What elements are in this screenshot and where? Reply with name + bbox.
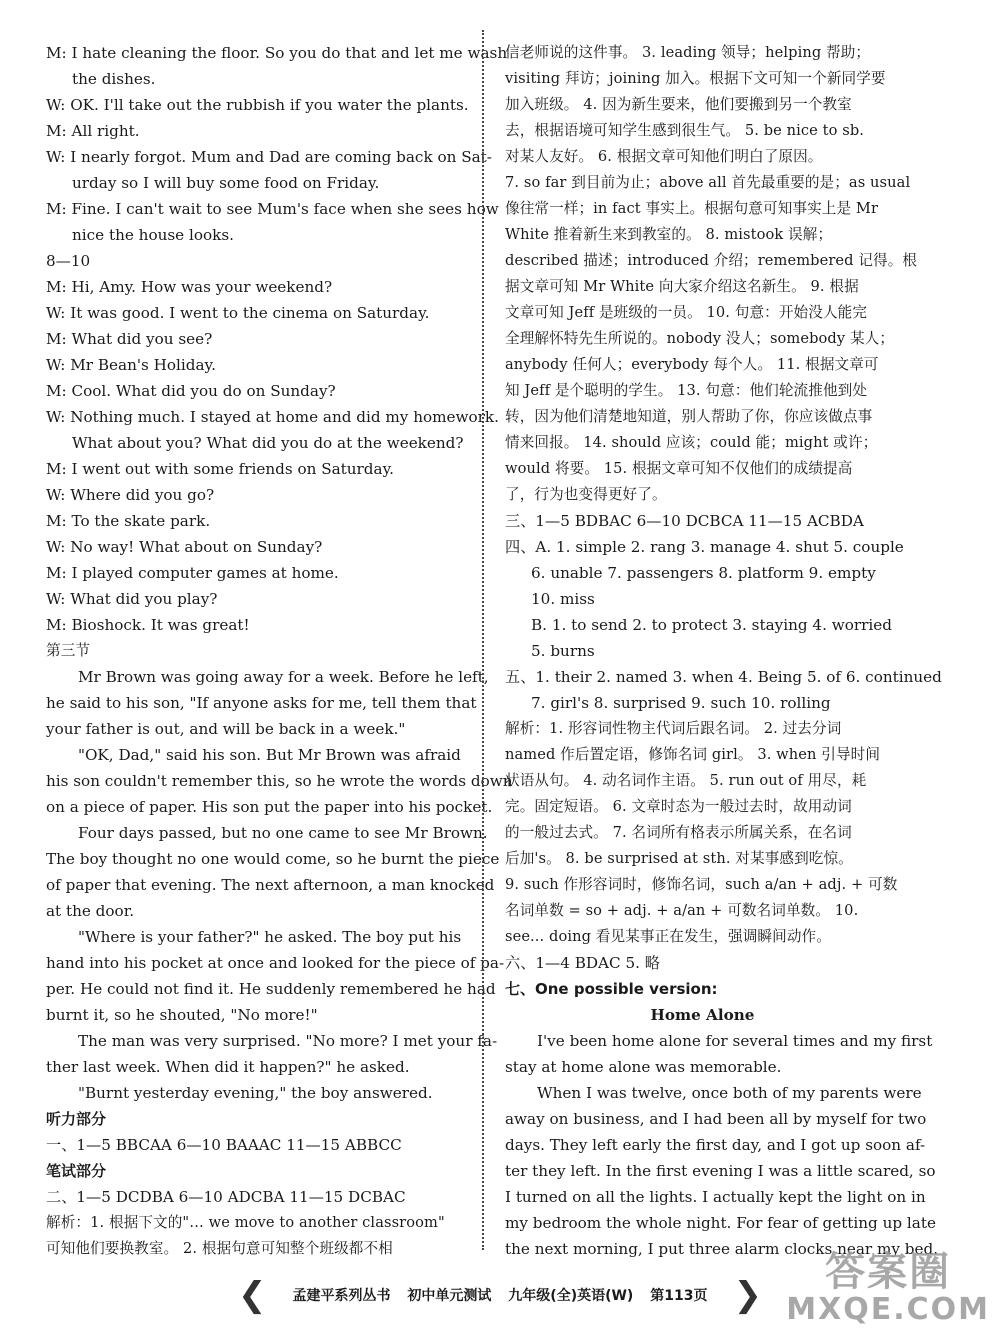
watermark-bottom: MXQE.COM	[786, 1292, 990, 1327]
text-line: burnt it, so he shouted, "No more!"	[46, 1006, 318, 1024]
text-line: the dishes.	[72, 70, 156, 88]
text-line: 5. burns	[531, 642, 595, 660]
text-line: his son couldn't remember this, so he wrote the words down	[46, 772, 513, 790]
text-line: M: To the skate park.	[46, 512, 211, 530]
text-line: 解析：1. 形容词性物主代词后跟名词。 2. 过去分词	[505, 720, 842, 737]
chevron-left-icon[interactable]: ❮	[238, 1275, 267, 1315]
text-line: White 推着新生来到教室的。 8. mistook 误解；	[505, 226, 833, 243]
text-line: Home Alone	[650, 1006, 755, 1024]
text-line: M: Cool. What did you do on Sunday?	[46, 382, 336, 400]
text-line: W: Mr Bean's Holiday.	[46, 356, 216, 374]
text-line: per. He could not find it. He suddenly remembered he had	[46, 980, 496, 998]
book-name: 初中单元测试	[407, 1288, 492, 1304]
text-line: When I was twelve, once both of my parents were	[537, 1084, 922, 1102]
text-line: 六、1—4 BDAC 5. 略	[505, 954, 660, 972]
text-line: "Burnt yesterday evening," the boy answered.	[78, 1084, 433, 1102]
text-line: 文章可知 Jeff 是班级的一员。 10. 句意：开始没人能完	[505, 304, 868, 321]
text-line: 7. so far 到目前为止；above all 首先最重要的是；as usual	[505, 174, 911, 191]
text-line: 全理解怀特先生所说的。nobody 没人；somebody 某人；	[505, 330, 895, 347]
text-line: 状语从句。 4. 动名词作主语。 5. run out of 用尽，耗	[505, 772, 867, 789]
text-line: "OK, Dad," said his son. But Mr Brown was afraid	[78, 746, 461, 764]
text-line: 完。固定短语。 6. 文章时态为一般过去时，故用动词	[505, 798, 852, 815]
text-line: named 作后置定语，修饰名词 girl。 3. when 引导时间	[505, 746, 881, 763]
text-line: W: No way! What about on Sunday?	[46, 538, 323, 556]
text-line: M: I played computer games at home.	[46, 564, 339, 582]
text-line: 了，行为也变得更好了。	[505, 486, 667, 503]
text-line: 解析：1. 根据下文的"… we move to another classroom"	[46, 1214, 445, 1231]
column-divider	[482, 30, 484, 1250]
text-line: 信老师说的这件事。 3. leading 领导；helping 帮助；	[505, 44, 871, 61]
text-line: ther last week. When did it happen?" he asked.	[46, 1058, 410, 1076]
text-line: anybody 任何人；everybody 每个人。 11. 根据文章可	[505, 356, 879, 373]
text-line: 三、1—5 BDBAC 6—10 DCBCA 11—15 ACBDA	[505, 512, 864, 530]
text-line: 去，根据语境可知学生感到很生气。 5. be nice to sb.	[505, 122, 864, 139]
text-line: W: Where did you go?	[46, 486, 215, 504]
text-line: W: I nearly forgot. Mum and Dad are coming back on Sat-	[46, 148, 492, 166]
text-line: away on business, and I had been all by myself for two	[505, 1110, 927, 1128]
text-line: M: All right.	[46, 122, 140, 140]
text-line: days. They left early the first day, and I got up soon af-	[505, 1136, 926, 1154]
text-line: 二、1—5 DCDBA 6—10 ADCBA 11—15 DCBAC	[46, 1188, 406, 1206]
text-line: urday so I will buy some food on Friday.	[72, 174, 380, 192]
text-line: of paper that evening. The next afternoon, a man knocked	[46, 876, 495, 894]
text-line: 一、1—5 BBCAA 6—10 BAAAC 11—15 ABBCC	[46, 1136, 402, 1154]
left-column	[46, 40, 513, 1262]
text-line: your father is out, and will be back in a week."	[46, 720, 406, 738]
text-line: 第三节	[46, 642, 91, 659]
text-line: M: Fine. I can't wait to see Mum's face when she sees how	[46, 200, 499, 218]
text-line: visiting 拜访；joining 加入。根据下文可知一个新同学要	[505, 70, 886, 87]
text-line: W: What did you play?	[46, 590, 218, 608]
text-line: I've been home alone for several times and my first	[537, 1032, 933, 1050]
text-line: 据文章可知 Mr White 向大家介绍这名新生。 9. 根据	[505, 278, 859, 295]
text-line: 五、1. their 2. named 3. when 4. Being 5. of 6. continued	[505, 668, 942, 686]
text-line: nice the house looks.	[72, 226, 234, 244]
text-line: M: I hate cleaning the floor. So you do that and let me wash	[46, 44, 508, 62]
text-line: 七、One possible version:	[505, 980, 718, 998]
text-line: 转，因为他们清楚地知道，别人帮助了你，你应该做点事	[505, 408, 873, 425]
text-line: 7. girl's 8. surprised 9. such 10. rolling	[531, 694, 831, 712]
text-line: 听力部分	[46, 1110, 107, 1128]
text-line: 10. miss	[531, 590, 595, 608]
text-line: 四、A. 1. simple 2. rang 3. manage 4. shut 5. couple	[505, 538, 904, 556]
text-line: he said to his son, "If anyone asks for me, tell them that	[46, 694, 477, 712]
text-line: would 将要。 15. 根据文章可知不仅他们的成绩提高	[505, 460, 853, 477]
text-line: 的一般过去式。 7. 名词所有格表示所属关系，在名词	[505, 824, 852, 841]
text-line: What about you? What did you do at the weekend?	[72, 434, 464, 452]
text-line: 后加's。 8. be surprised at sth. 对某事感到吃惊。	[505, 850, 853, 867]
page-number: 第113页	[650, 1288, 708, 1304]
text-line: 8—10	[46, 252, 91, 270]
text-line: my bedroom the whole night. For fear of getting up late	[505, 1214, 936, 1232]
text-line: M: I went out with some friends on Saturday.	[46, 460, 394, 478]
text-line: 像往常一样；in fact 事实上。根据句意可知事实上是 Mr	[505, 200, 879, 217]
text-line: The boy thought no one would come, so he burnt the piece	[46, 850, 500, 868]
text-line: I turned on all the lights. I actually kept the light on in	[505, 1188, 926, 1206]
text-line: W: It was good. I went to the cinema on Saturday.	[46, 304, 430, 322]
series-name: 孟建平系列丛书	[292, 1288, 391, 1304]
text-line: the next morning, I put three alarm clocks near my bed.	[505, 1240, 939, 1258]
chevron-right-icon[interactable]: ❯	[733, 1275, 762, 1315]
text-line: on a piece of paper. His son put the paper into his pocket.	[46, 798, 493, 816]
text-line: 可知他们要换教室。 2. 根据句意可知整个班级都不相	[46, 1240, 393, 1257]
text-line: hand into his pocket at once and looked for the piece of pa-	[46, 954, 505, 972]
text-line: W: Nothing much. I stayed at home and did my homework.	[46, 408, 499, 426]
text-line: The man was very surprised. "No more? I met your fa-	[78, 1032, 498, 1050]
text-line: W: OK. I'll take out the rubbish if you water the plants.	[46, 96, 469, 114]
text-line: 对某人友好。 6. 根据文章可知他们明白了原因。	[505, 148, 823, 165]
text-line: see... doing 看见某事正在发生，强调瞬间动作。	[505, 928, 831, 945]
text-line: ter they left. In the first evening I was a little scared, so	[505, 1162, 936, 1180]
grade-subject: 九年级(全)英语(W)	[508, 1288, 634, 1304]
watermark-logo	[786, 1250, 990, 1326]
text-line: 情来回报。 14. should 应该；could 能；might 或许；	[505, 434, 878, 451]
text-line: described 描述；introduced 介绍；remembered 记得。根	[505, 252, 918, 269]
text-line: 笔试部分	[46, 1162, 107, 1180]
footer-text	[287, 1285, 714, 1305]
text-line: M: Hi, Amy. How was your weekend?	[46, 278, 333, 296]
text-line: M: Bioshock. It was great!	[46, 616, 250, 634]
text-line: at the door.	[46, 902, 135, 920]
text-line: 名词单数 = so + adj. + a/an + 可数名词单数。 10.	[505, 902, 859, 919]
text-line: 6. unable 7. passengers 8. platform 9. empty	[531, 564, 876, 582]
text-line: 知 Jeff 是个聪明的学生。 13. 句意：他们轮流推他到处	[505, 382, 868, 399]
text-line: "Where is your father?" he asked. The boy put his	[78, 928, 462, 946]
text-line: M: What did you see?	[46, 330, 213, 348]
text-line: Mr Brown was going away for a week. Before he left,	[78, 668, 489, 686]
text-line: B. 1. to send 2. to protect 3. staying 4. worried	[531, 616, 892, 634]
right-column	[505, 40, 942, 1262]
text-line: 9. such 作形容词时，修饰名词，such a/an + adj. + 可数	[505, 876, 898, 893]
text-line: stay at home alone was memorable.	[505, 1058, 782, 1076]
text-line: 加入班级。 4. 因为新生要来，他们要搬到另一个教室	[505, 96, 852, 113]
watermark-top: 答案圈	[825, 1249, 952, 1295]
text-line: Four days passed, but no one came to see Mr Brown.	[78, 824, 488, 842]
